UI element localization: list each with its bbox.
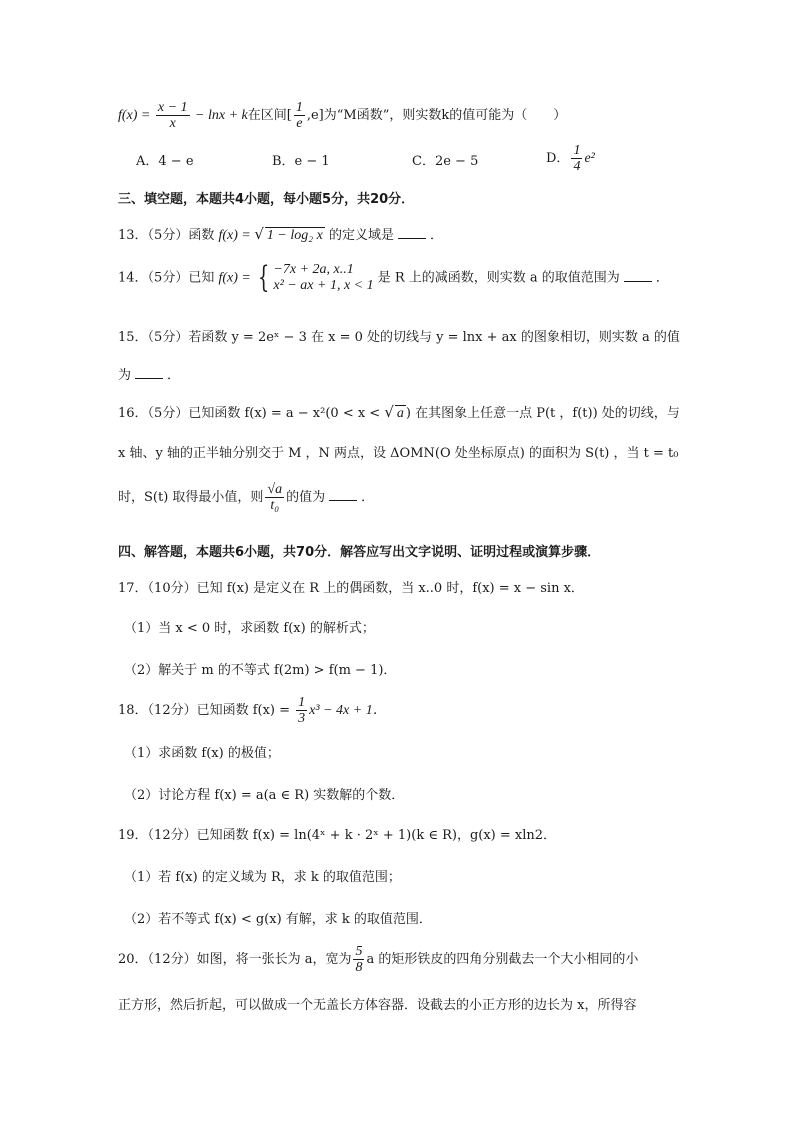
q12-fraction: $\frac{x - 1}{x}$ [157,100,188,131]
question-15-line2: 为 ． [118,368,181,383]
question-12-stem: f(x) = $\frac{x - 1}{x}$ − lnx + k在区间[ $\frac{1}{e}$ ,e]为“M函数”，则实数k的值可能为（ ） [118,100,567,131]
question-17-stem: 17．（10分）已知 f(x) 是定义在 R 上的偶函数，当 x..0 时，f(x) = x − sin x． [118,581,584,596]
question-17-part1: （1）当 x < 0 时，求函数 f(x) 的解析式； [124,621,375,636]
question-17-part2: （2）解关于 m 的不等式 f(2m) > f(m − 1)． [124,663,397,678]
question-18-part1: （1）求函数 f(x) 的极值； [124,746,280,761]
option-c: C．2e − 5 [412,154,479,169]
question-18-part2: （2）讨论方程 f(x) = a(a ∈ R) 实数解的个数． [124,788,405,803]
q12-function: f(x) = [118,108,154,123]
q12-interval-fraction: $\frac{1}{e}$ [295,100,303,131]
answer-blank [329,488,357,501]
answer-blank [624,269,652,282]
option-a: A．4 − e [136,154,194,169]
question-16-line2: x 轴、y 轴的正半轴分别交于 M ，N 两点，设 ΔOMN(O 处坐标原点) 的面积为 S(t) ，当 t = t₀ [118,446,679,461]
question-20-line2: 正方形，然后折起，可以做成一个无盖长方体容器．设截去的小正方形的边长为 x，所得容 [118,998,637,1013]
question-14: 14．（5分）已知 f(x) = { −7x + 2a, x..1 x² − ax + 1, x < 1 是 R 上的减函数，则实数 a 的取值范围为 ． [118,260,669,295]
section-3-heading: 三、填空题，本题共4小题，每小题5分，共20分． [118,192,415,207]
question-19-part2: （2）若不等式 f(x) < g(x) 有解，求 k 的取值范围． [124,912,432,927]
question-19-stem: 19．（12分）已知函数 f(x) = ln(4ˣ + k · 2ˣ + 1)(k ∈ R)，g(x) = xln2． [118,828,557,843]
answer-blank [398,226,426,239]
question-15-line1: 15．（5分）若函数 y = 2eˣ − 3 在 x = 0 处的切线与 y = lnx + ax 的图象相切，则实数 a 的值 [118,330,680,345]
option-d: D． $\frac{1}{4}$ e² [546,143,595,174]
section-4-heading: 四、解答题，本题共6小题，共70分．解答应写出文字说明、证明过程或演算步骤． [118,545,601,560]
answer-blank [135,366,163,379]
question-13: 13．（5分）函数 f(x) = √ 1 − log₂ x 的定义域是 ． [118,225,443,243]
question-16-line3: 时，S(t) 取得最小值，则 $\frac{√a}{\text{t₀}}$ 的值为 ． [118,482,375,513]
question-19-part1: （1）若 f(x) 的定义域为 R，求 k 的取值范围； [124,870,401,885]
option-b: B．e − 1 [272,154,330,169]
question-16-line1: 16．（5分）已知函数 f(x) = a − x²(0 < x < √ a ) 在其图象上任意一点 P(t ，f(t)) 处的切线，与 [118,403,680,421]
question-18-stem: 18．（12分）已知函数 f(x) = $\frac{1}{3}$ x³ − 4x + 1． [118,695,387,726]
question-20-line1: 20．（12分）如图，将一张长为 a，宽为 $\frac{5}{8}$ a 的矩形铁皮的四角分别截去一个大小相同的小 [118,944,639,975]
piecewise-cases: −7x + 2a, x..1 x² − ax + 1, x < 1 [273,262,374,293]
